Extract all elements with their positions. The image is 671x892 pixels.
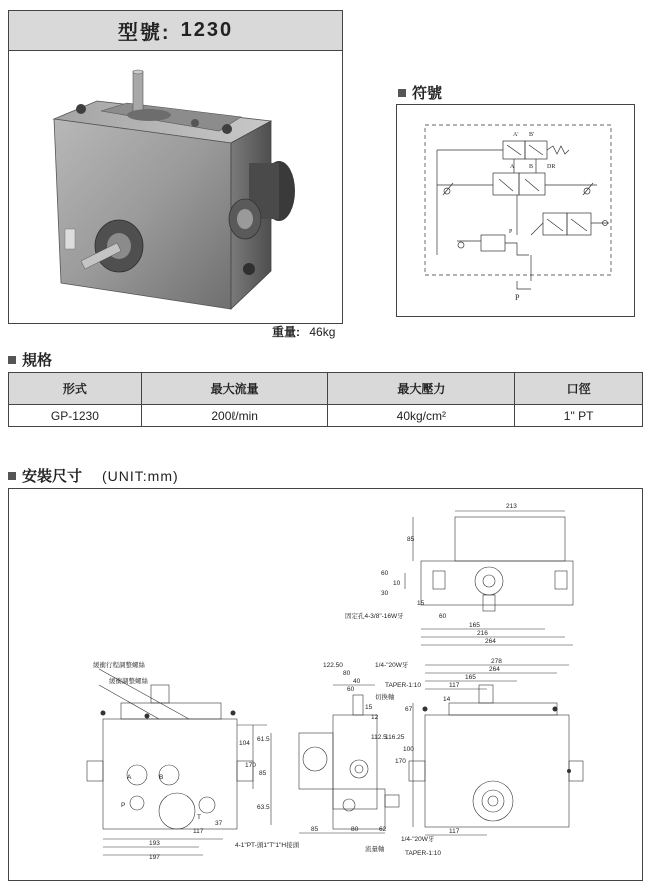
dim-label: 1/4-"20W牙 xyxy=(401,836,435,843)
symbol-heading xyxy=(398,82,442,103)
hydraulic-symbol xyxy=(396,104,635,317)
dim-label: 264 xyxy=(485,638,496,645)
dim-label: TAPER-1:10 xyxy=(405,850,442,857)
dim-label: 15 xyxy=(365,704,373,711)
dim-label: 10 xyxy=(393,580,401,587)
dim-label: 122.50 xyxy=(323,662,343,669)
model-label: 型號: xyxy=(117,22,171,44)
dim-label: 85 xyxy=(407,536,415,543)
spec-header: 口徑 xyxy=(515,373,643,405)
dim-label: 170 xyxy=(245,762,256,769)
dim-label: 緩衝行程調整螺絲 xyxy=(93,662,145,669)
spec-header: 最大流量 xyxy=(141,373,328,405)
dim-label: 1/4-"20W牙 xyxy=(375,662,409,669)
dim-label: 264 xyxy=(489,666,500,673)
dim-label: 切換軸 xyxy=(375,694,395,701)
model-card xyxy=(8,10,343,324)
bullet-square-icon xyxy=(398,89,406,97)
spec-heading xyxy=(8,349,52,370)
dim-label: 193 xyxy=(149,840,160,847)
dim-label: 117 xyxy=(449,828,460,835)
spec-cell: 1" PT xyxy=(515,405,643,427)
dim-label: 85 xyxy=(259,770,267,777)
dimension-drawing xyxy=(8,488,643,881)
spec-title: 規格 xyxy=(22,352,53,369)
weight-value: 46kg xyxy=(309,325,336,339)
dims-title: 安裝尺寸 xyxy=(22,468,83,485)
dim-label: B xyxy=(159,774,164,781)
dim-label: 63.5 xyxy=(257,804,270,811)
dim-label: A xyxy=(127,774,132,781)
dim-label: P xyxy=(121,802,126,809)
spec-header: 形式 xyxy=(9,373,142,405)
dim-label: 12 xyxy=(371,714,379,721)
dim-label: 170 xyxy=(395,758,406,765)
dim-label: 165 xyxy=(469,622,480,629)
dim-label: 30 xyxy=(381,590,389,597)
dim-label: 40 xyxy=(353,678,361,685)
dim-label: 197 xyxy=(149,854,160,861)
model-number: 1230 xyxy=(180,19,234,41)
dim-label: 37 xyxy=(215,820,223,827)
dim-label: 60 xyxy=(381,570,389,577)
dim-label: T xyxy=(197,814,201,821)
sym-a: A xyxy=(510,164,515,170)
dim-label: 67 xyxy=(405,706,413,713)
sym-dr: DR xyxy=(547,164,556,170)
dim-label: 流量軸 xyxy=(365,846,385,853)
symbol-title: 符號 xyxy=(412,85,443,102)
dim-label: 80 xyxy=(343,670,351,677)
spec-header-row xyxy=(9,373,643,405)
sym-b-prime: B' xyxy=(529,132,535,138)
bullet-square-icon xyxy=(8,472,16,480)
dim-label: 213 xyxy=(506,503,517,510)
dim-label: TAPER-1:10 xyxy=(385,682,422,689)
dims-heading xyxy=(8,465,179,486)
weight-label: 重量: xyxy=(272,325,300,339)
dim-label: 104 xyxy=(239,740,250,747)
dim-label: 117 xyxy=(193,828,204,835)
sym-b: B xyxy=(529,164,534,170)
spec-cell: 40kg/cm² xyxy=(328,405,515,427)
dim-label: 60 xyxy=(347,686,355,693)
dim-label: 80 xyxy=(351,826,359,833)
dim-label: 278 xyxy=(491,658,502,665)
dim-label: 4-1"PT-頭1"T"1"H接頭 xyxy=(235,842,300,849)
dim-label: 100 xyxy=(403,746,414,753)
dims-unit: (UNIT:mm) xyxy=(102,467,179,484)
dim-label: 14 xyxy=(443,696,451,703)
spec-cell: 200ℓ/min xyxy=(141,405,328,427)
weight xyxy=(272,323,335,340)
dim-label: 165 xyxy=(465,674,476,681)
dim-label: 216 xyxy=(477,630,488,637)
dim-label: 60 xyxy=(439,613,447,620)
sym-p-inner: P xyxy=(509,229,513,235)
dim-label: 61.5 xyxy=(257,736,270,743)
spec-header: 最大壓力 xyxy=(328,373,515,405)
dim-label: 62 xyxy=(379,826,387,833)
bullet-square-icon xyxy=(8,356,16,364)
spec-cell: GP-1230 xyxy=(9,405,142,427)
dim-label: 固定孔4-3/8"-16W牙 xyxy=(345,613,404,620)
dim-label: 緩衝調整螺絲 xyxy=(109,678,148,685)
dim-label: 117 xyxy=(449,682,460,689)
dim-label: 112.5 xyxy=(371,734,387,741)
model-title xyxy=(9,11,342,51)
sym-a-prime: A' xyxy=(513,132,519,138)
spec-table xyxy=(8,372,643,427)
pump-photo xyxy=(9,51,342,323)
sym-p-outer: P xyxy=(515,293,520,302)
dim-label: 15 xyxy=(417,600,425,607)
table-row xyxy=(9,405,643,427)
dim-label: 116.25 xyxy=(385,734,405,741)
dim-label: 85 xyxy=(311,826,319,833)
